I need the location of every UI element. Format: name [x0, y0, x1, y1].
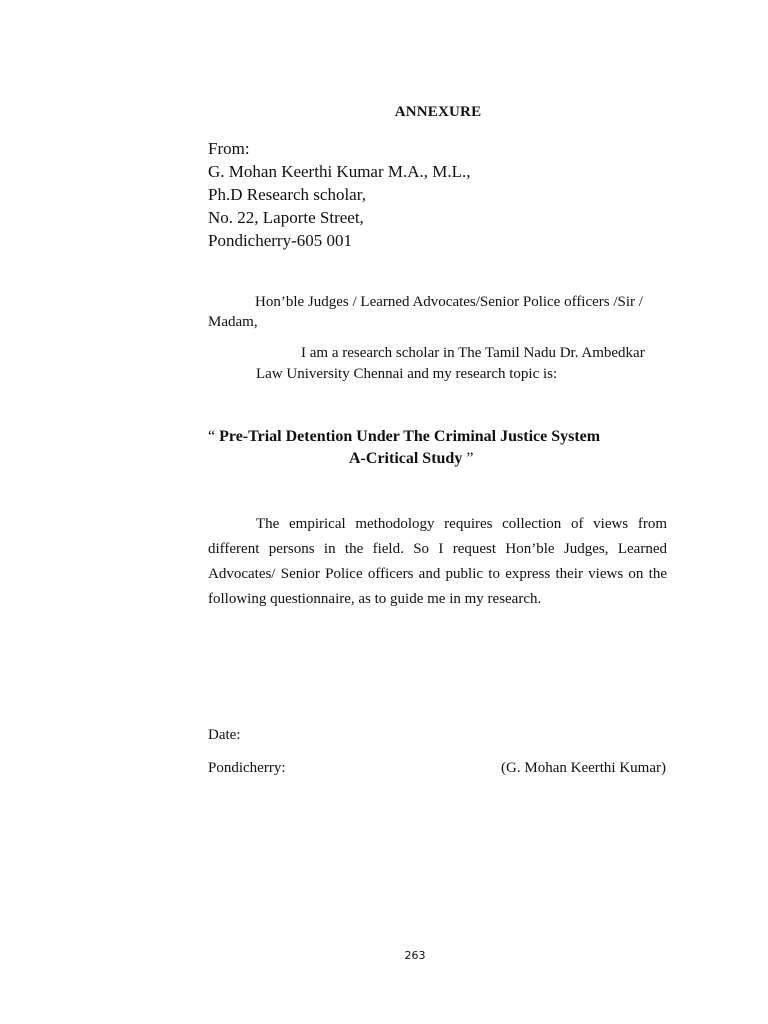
- place-label: Pondicherry:: [208, 760, 286, 776]
- document-heading: ANNEXURE: [394, 104, 482, 120]
- research-topic: [208, 426, 600, 470]
- sender-city: Pondicherry-605 001: [208, 231, 353, 250]
- date-label: Date:: [208, 727, 241, 743]
- intro-line-1: I am a research scholar in The Tamil Nadu Dr. Ambedkar: [301, 345, 645, 361]
- sender-street: No. 22, Laporte Street,: [208, 208, 364, 227]
- sender-name: G. Mohan Keerthi Kumar M.A., M.L.,: [208, 162, 471, 181]
- salutation: [208, 292, 660, 332]
- topic-open-quote: “: [208, 428, 216, 445]
- topic-line-2: A-Critical Study: [349, 450, 463, 467]
- signature-name: (G. Mohan Keerthi Kumar): [501, 760, 666, 776]
- page-number: 263: [404, 949, 426, 962]
- introduction-paragraph: [256, 343, 670, 385]
- from-label: From:: [208, 139, 250, 158]
- request-paragraph: The empirical methodology requires collection of views from different persons in the field. So I request Hon’ble Judges, Learned Advocates/ Senior Police officers and public to express their views on the following questionnaire, as to guide me in my research.: [208, 516, 667, 607]
- sender-address-block: [208, 137, 471, 252]
- sender-role: Ph.D Research scholar,: [208, 185, 366, 204]
- topic-line-1: Pre-Trial Detention Under The Criminal Justice System: [219, 428, 601, 445]
- intro-line-2: Law University Chennai and my research topic is:: [256, 366, 558, 382]
- place-signature-line: [208, 760, 666, 777]
- topic-close-quote: ”: [466, 450, 474, 467]
- salutation-line-1: Hon’ble Judges / Learned Advocates/Senior Police officers /Sir /: [255, 294, 643, 310]
- salutation-line-2: Madam,: [208, 314, 258, 330]
